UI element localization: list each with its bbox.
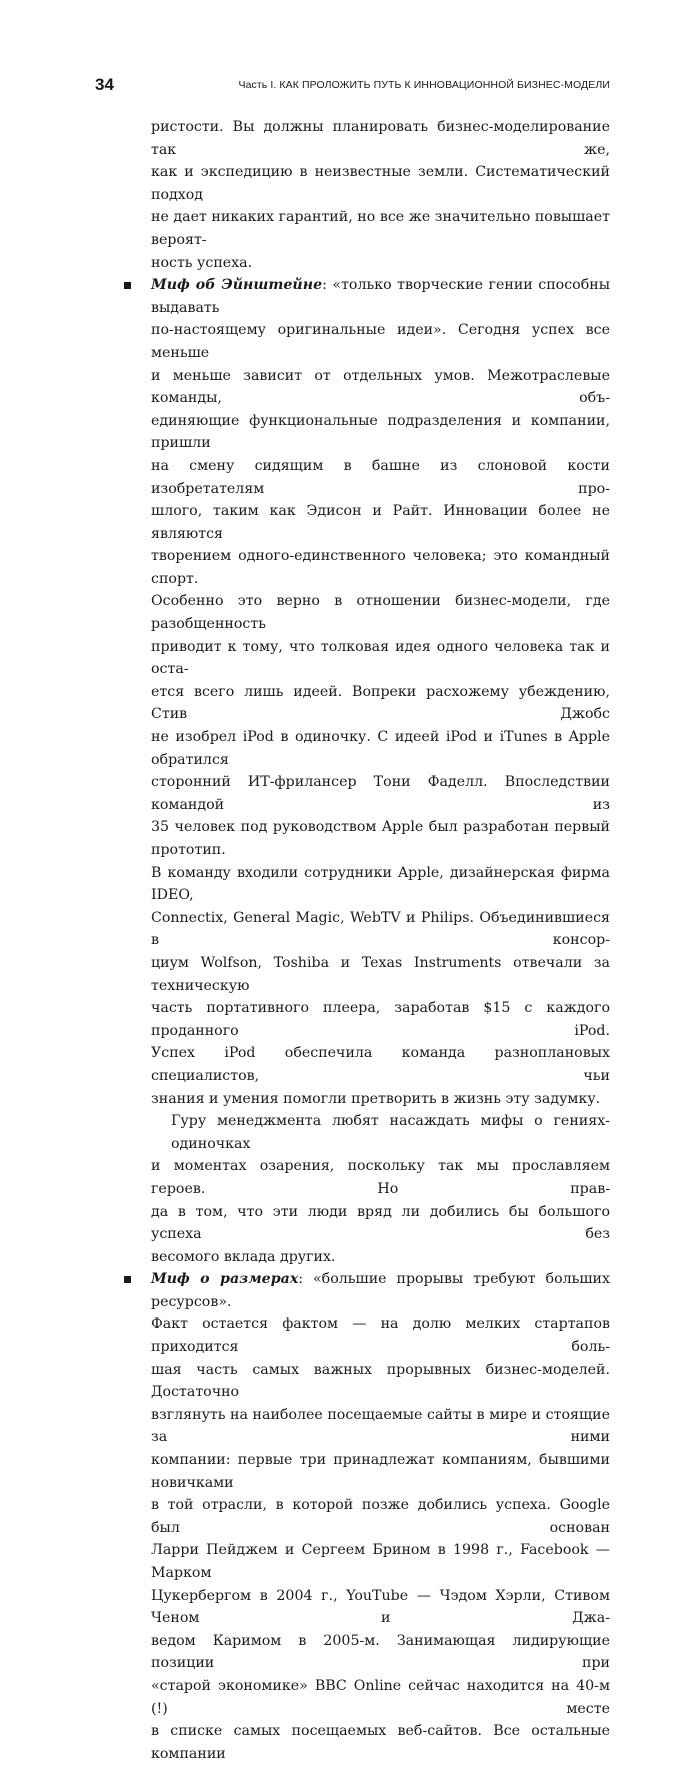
page-number: 34 [95,75,114,94]
text-line: творением одного-единственного человека; это командный спорт. [151,548,610,587]
text-line: Цукербергом в 2004 г., YouTube — Чэдом Хэрли, Стивом Ченом и Джа- [151,1587,610,1627]
text-line: не дает никаких гарантий, но все же значительно повышает вероят- [151,209,610,248]
term-rest: : «большие прорывы требуют больших ресурсов». [151,1271,610,1310]
text-line: и моментах озарения, поскольку так мы прославляем героев. Но прав- [151,1158,610,1197]
text-line: 35 человек под руководством Apple был разработан первый прототип. [151,819,610,858]
text-line: Ларри Пейджем и Сергеем Брином в 1998 г., Facebook — Марком [151,1542,610,1581]
text-line: ется всего лишь идеей. Вопреки расхожему убеждению, Стив Джобс [151,683,610,723]
bullet-paragraph-einstein [151,274,610,1110]
text-line: Connectix, General Magic, WebTV и Philips. Объединившиеся в консор- [151,909,610,949]
text-line: Успех iPod обеспечила команда разноплановых специалистов, чьи [151,1045,610,1084]
text-line: и меньше зависит от отдельных умов. Межотраслевые команды, объ- [151,367,610,407]
text-line: Особенно это верно в отношении бизнес-модели, где разобщенность [151,593,610,633]
text-line: Факт остается фактом — на долю мелких стартапов приходится боль- [151,1316,610,1356]
paragraph-gurus [151,1110,610,1268]
text-line: часть портативного плеера, заработав $15 с каждого проданного iPod. [151,1000,610,1039]
text-line [151,1268,610,1313]
text-line: приводит к тому, что толковая идея одного человека так и оста- [151,638,610,678]
bullet-square-icon [124,282,131,289]
term-size-myth: Миф о размерах [151,1271,299,1288]
text-line: не изобрел iPod в одиночку. С идеей iPod и iTunes в Apple обратился [151,729,610,768]
term-einstein-myth: Миф об Эйнштейне [151,277,323,294]
paragraph-continuation [151,116,610,274]
text-line: как и экспедицию в неизвестные земли. Систематический подход [151,164,610,203]
text-line: В команду входили сотрудники Apple, дизайнерская фирма IDEO, [151,864,610,904]
running-head: Часть I. КАК ПРОЛОЖИТЬ ПУТЬ К ИННОВАЦИОННОЙ БИЗНЕС-МОДЕЛИ [238,79,610,91]
text-line: «старой экономике» BBC Online сейчас находится на 40-м (!) месте [151,1677,610,1717]
text-line: по-настоящему оригинальные идеи». Сегодня успех все меньше [151,322,610,361]
text-line: да в том, что эти люди вряд ли добились бы большого успеха без [151,1203,610,1243]
term-rest: : «только творческие гении способны выдавать [151,277,610,316]
text-line: компании: первые три принадлежат компаниям, бывшими новичками [151,1452,610,1491]
text-line: циум Wolfson, Toshiba и Texas Instruments отвечали за техническую [151,954,610,994]
text-line: ристости. Вы должны планировать бизнес-моделирование так же, [151,119,610,158]
text-line: шлого, таким как Эдисон и Райт. Инновации более не являются [151,503,610,542]
text-line: сторонний ИТ-фрилансер Тони Фаделл. Впоследствии командой из [151,774,610,813]
text-line: шая часть самых важных прорывных бизнес-моделей. Достаточно [151,1361,610,1401]
text-line: в той отрасли, в которой позже добились успеха. Google был основан [151,1497,610,1536]
text-line: на смену сидящим в башне из слоновой кости изобретателям про- [151,457,610,497]
text-line: ность успеха. [151,254,253,271]
text-line: знания и умения помогли претворить в жизнь эту задумку. [151,1090,601,1107]
text-line: ведом Каримом в 2005-м. Занимающая лидирующие позиции при [151,1632,610,1672]
bullet-square-icon [124,1276,131,1283]
body-text [151,116,610,1765]
bullet-paragraph-size [151,1268,610,1765]
text-line: единяющие функциональные подразделения и компании, пришли [151,412,610,452]
text-line: Гуру менеджмента любят насаждать мифы о гениях-одиночках [171,1113,610,1152]
text-line: взглянуть на наиболее посещаемые сайты в мире и стоящие за ними [151,1406,610,1446]
page-header [95,74,610,96]
text-line [151,274,610,319]
text-line: в списке самых посещаемых веб-сайтов. Все остальные компании [151,1723,610,1762]
text-line: весомого вклада других. [151,1248,336,1265]
